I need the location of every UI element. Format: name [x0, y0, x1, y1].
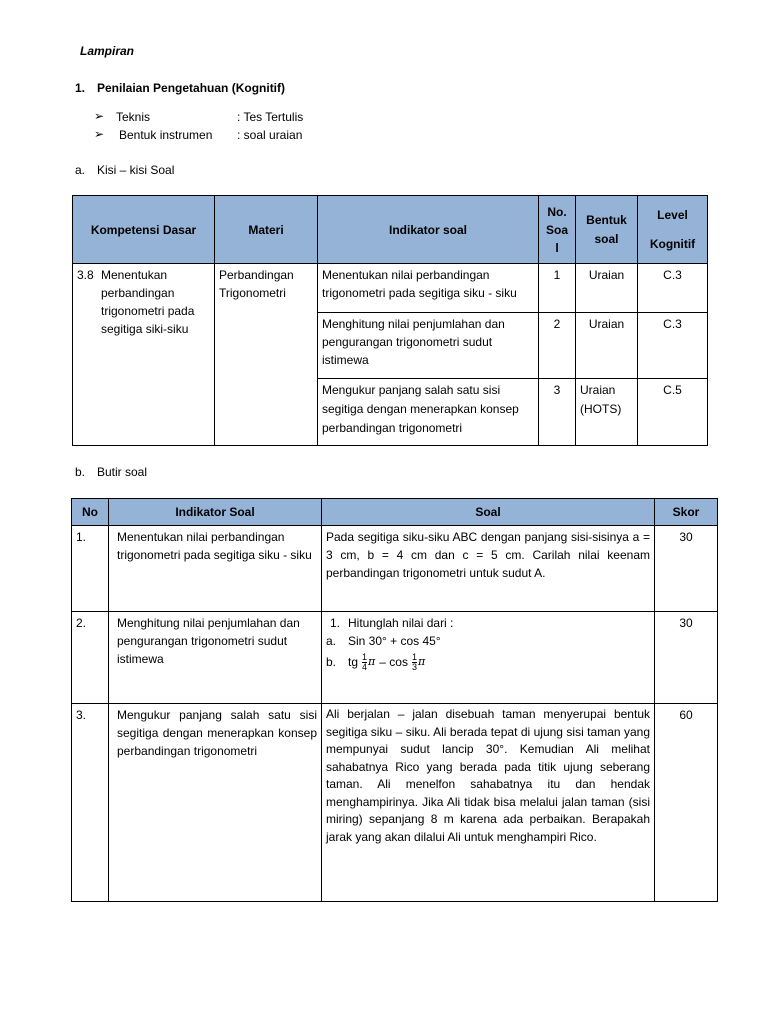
soal-b-minus-cos: – cos [379, 655, 408, 669]
bentuk-cell: Uraian [576, 264, 638, 313]
table-row [72, 526, 718, 612]
header-kompetensi-dasar: Kompetensi Dasar [73, 196, 215, 264]
no-cell: 1. [72, 526, 109, 612]
header-no-soal [539, 196, 576, 264]
indikator-cell: Mengukur panjang salah satu sisi segitiga dengan menerapkan konsep perbandingan trigonometri [318, 379, 539, 446]
teknis-label: Teknis [116, 110, 151, 124]
indikator-cell: Menghitung nilai penjumlahan dan pengurangan trigonometri sudut istimewa [318, 313, 539, 379]
table-row [73, 264, 708, 313]
table-header-row [73, 196, 708, 264]
frac2-numerator: 1 [411, 651, 417, 662]
no-cell: 1 [539, 264, 576, 313]
no-cell: 3 [539, 379, 576, 446]
indikator-cell: Menentukan nilai perbandingan trigonometri pada segitiga siku - siku [318, 264, 539, 313]
soal-cell: Pada segitiga siku-siku ABC dengan panjang sisi-sisinya a = 3 cm, b = 4 cm dan c = 5 cm. Carilah nilai keenam perbandingan trigonometri untuk sudut A. [322, 526, 655, 612]
soal-b-tg: tg [348, 655, 359, 669]
kd-number: 3.8 [77, 268, 94, 282]
subsection-a-letter: a. [75, 163, 86, 177]
header-skor: Skor [655, 499, 718, 526]
level-cell: C.3 [638, 264, 708, 313]
soal-cell [322, 612, 655, 704]
section-title: Penilaian Pengetahuan (Kognitif) [97, 81, 286, 95]
no-cell: 2 [539, 313, 576, 379]
kisi-kisi-table [72, 195, 708, 446]
materi-cell: Perbandingan Trigonometri [215, 264, 318, 446]
bentuk-instrumen-label: Bentuk instrumen [119, 128, 213, 142]
pi-symbol: π [417, 655, 426, 668]
skor-cell: 60 [655, 704, 718, 902]
bentuk-cell: Uraian (HOTS) [576, 379, 638, 446]
skor-cell: 30 [655, 612, 718, 704]
indikator-cell: Mengukur panjang salah satu sisi segitiga dengan menerapkan konsep perbandingan trigonometri [109, 704, 322, 902]
frac2-denominator: 3 [411, 661, 417, 672]
subsection-a-title: Kisi – kisi Soal [97, 163, 175, 177]
header-no-line2: Soa [545, 222, 568, 237]
frac1-denominator: 4 [362, 661, 368, 672]
indikator-cell: Menghitung nilai penjumlahan dan pengurangan trigonometri sudut istimewa [109, 612, 322, 704]
level-cell: C.5 [638, 379, 708, 446]
subsection-b-letter: b. [75, 465, 86, 479]
level-cell: C.3 [638, 313, 708, 379]
header-materi: Materi [215, 196, 318, 264]
bentuk-cell: Uraian [576, 313, 638, 379]
soal-a-text: Sin 30° + cos 45° [348, 634, 441, 648]
frac1-numerator: 1 [362, 651, 368, 662]
fraction-one-quarter [362, 653, 367, 672]
bentuk-instrumen-value: : soal uraian [237, 128, 303, 142]
kd-cell [73, 264, 215, 446]
soal-intro-text: Hitunglah nilai dari : [348, 616, 454, 630]
header-bentuk-line1: Bentuk [586, 212, 627, 227]
skor-cell: 30 [655, 526, 718, 612]
table-row [72, 704, 718, 902]
soal-cell: Ali berjalan – jalan disebuah taman menyerupai bentuk segitiga siku – siku. Ali berada tepat di ujung sisi taman yang mempunyai sudut lancip 30°. Kemudian Ali melihat sahabatnya Rico yang berada pada titik ujung seberang taman. Ali menelfon sahabatnya itu dan hendak menghampirinya. Jika Ali tidak bisa melalui jalan taman (sisi miring) sepanjang 8 m karena ada perbaikan. Berapakah jarak yang akan dilalui Ali untuk menghampiri Rico. [322, 704, 655, 902]
header-bentuk-line2: soal [594, 231, 619, 246]
header-no-line1: No. [547, 204, 567, 219]
teknis-value: : Tes Tertulis [237, 110, 304, 124]
bullet-arrow-icon: ➢ [94, 109, 105, 123]
header-indikator-soal: Indikator soal [318, 196, 539, 264]
subsection-b-title: Butir soal [97, 465, 148, 479]
fraction-one-third [412, 653, 417, 672]
header-no: No [72, 499, 109, 526]
indikator-cell: Menentukan nilai perbandingan trigonometri pada segitiga siku - siku [109, 526, 322, 612]
header-indikator-soal: Indikator Soal [109, 499, 322, 526]
header-level-line1: Level [657, 207, 688, 222]
lampiran-heading: Lampiran [80, 44, 135, 58]
header-level-line2: Kognitif [649, 236, 696, 251]
table-header-row [72, 499, 718, 526]
no-cell: 2. [72, 612, 109, 704]
header-soal: Soal [322, 499, 655, 526]
pi-symbol: π [368, 655, 376, 668]
soal-intro-number: 1. [330, 616, 341, 630]
bullet-arrow-icon: ➢ [94, 127, 105, 141]
soal-b-letter: b. [326, 655, 337, 669]
section-number: 1. [75, 81, 86, 95]
butir-soal-table [71, 498, 718, 902]
header-bentuk-soal [576, 196, 638, 264]
kd-text: Menentukan perbandingan trigonometri pada segitiga siki-siku [101, 268, 195, 336]
header-level-kognitif [638, 196, 708, 264]
soal-a-letter: a. [326, 634, 337, 648]
header-no-line3: l [555, 240, 559, 255]
table-row [72, 612, 718, 704]
no-cell: 3. [72, 704, 109, 902]
